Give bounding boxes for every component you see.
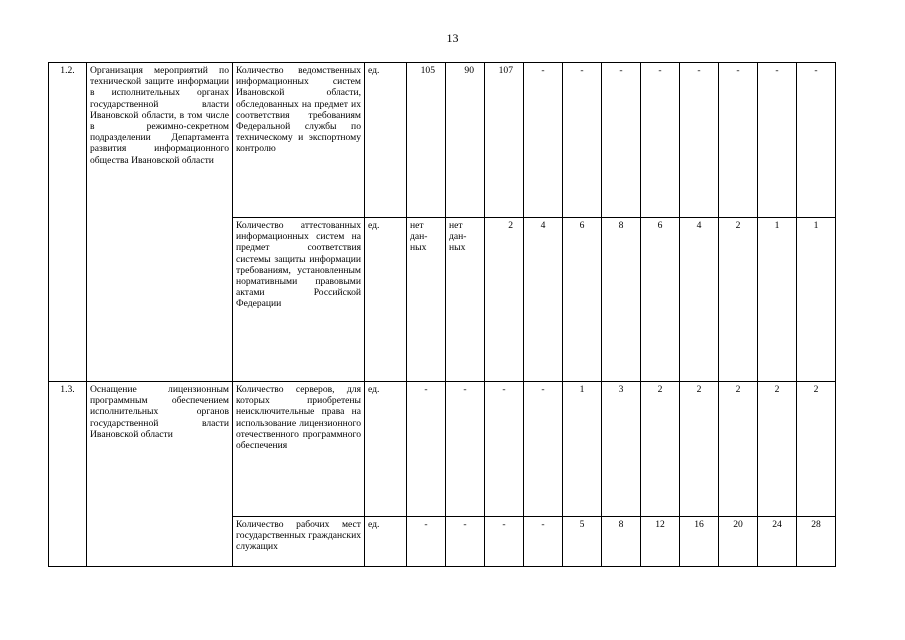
unit-cell: ед. xyxy=(365,63,407,218)
value-cell: - xyxy=(797,63,836,218)
value-cell: 107 xyxy=(485,63,524,218)
value-cell: 8 xyxy=(602,218,641,382)
value-cell: - xyxy=(602,63,641,218)
unit-cell: ед. xyxy=(365,517,407,567)
value-cell: 20 xyxy=(719,517,758,567)
value-cell: - xyxy=(641,63,680,218)
value-cell: 4 xyxy=(680,218,719,382)
measure-name: Количество аттестованных информационных систем на предмет соответствия системы защиты информации требованиям, установленным нормативными правовыми актами Российской Федерации xyxy=(233,218,365,382)
indicator-name: Оснащение лицензионным программным обеспечением исполнительных органов государственной власти Ивановской области xyxy=(87,382,233,567)
value-cell: 2 xyxy=(758,382,797,517)
value-cell: - xyxy=(524,63,563,218)
value-cell: 12 xyxy=(641,517,680,567)
value-cell: 4 xyxy=(524,218,563,382)
page-number: 13 xyxy=(446,31,459,45)
value-cell: 5 xyxy=(563,517,602,567)
unit-cell: ед. xyxy=(365,218,407,382)
value-cell: - xyxy=(446,517,485,567)
value-cell: - xyxy=(524,517,563,567)
measure-name: Количество ведомственных информационных систем Ивановской области, обследованных на предмет их соответствия требованиям Федеральной службы по техническому и экспортному контролю xyxy=(233,63,365,218)
value-cell xyxy=(446,218,485,382)
value-cell: - xyxy=(485,382,524,517)
no-data-label: нет дан-ных xyxy=(410,220,428,254)
no-data-label: нет дан-ных xyxy=(449,220,467,254)
measure-name: Количество рабочих мест государственных гражданских служащих xyxy=(233,517,365,567)
value-cell: - xyxy=(407,382,446,517)
value-cell: 2 xyxy=(485,218,524,382)
value-cell: - xyxy=(485,517,524,567)
value-cell: - xyxy=(719,63,758,218)
value-cell: 24 xyxy=(758,517,797,567)
indicator-name: Организация мероприятий по технической защите информации в исполнительных органах государственной власти Ивановской области, в том числе в режимно-секретном подразделении Департамента развития информационного общества Ивановской области xyxy=(87,63,233,382)
value-cell: 90 xyxy=(446,63,485,218)
value-cell: - xyxy=(446,382,485,517)
value-cell: 6 xyxy=(641,218,680,382)
value-cell: 2 xyxy=(719,382,758,517)
value-cell: 6 xyxy=(563,218,602,382)
measure-name: Количество серверов, для которых приобретены неисключительные права на использование лицензионного отечественного программного обеспечения xyxy=(233,382,365,517)
table-row xyxy=(49,63,836,218)
value-cell: 2 xyxy=(719,218,758,382)
unit-cell: ед. xyxy=(365,382,407,517)
value-cell: 1 xyxy=(797,218,836,382)
value-cell: 2 xyxy=(641,382,680,517)
value-cell: 2 xyxy=(797,382,836,517)
value-cell: - xyxy=(758,63,797,218)
value-cell: - xyxy=(524,382,563,517)
value-cell: 8 xyxy=(602,517,641,567)
row-number: 1.3. xyxy=(49,382,87,567)
value-cell: 16 xyxy=(680,517,719,567)
row-number: 1.2. xyxy=(49,63,87,382)
value-cell: - xyxy=(407,517,446,567)
value-cell: 1 xyxy=(758,218,797,382)
value-cell: - xyxy=(680,63,719,218)
value-cell: 3 xyxy=(602,382,641,517)
value-cell: - xyxy=(563,63,602,218)
value-cell: 105 xyxy=(407,63,446,218)
indicators-table xyxy=(48,62,836,567)
value-cell: 2 xyxy=(680,382,719,517)
table-row xyxy=(49,382,836,517)
value-cell: 1 xyxy=(563,382,602,517)
value-cell xyxy=(407,218,446,382)
value-cell: 28 xyxy=(797,517,836,567)
